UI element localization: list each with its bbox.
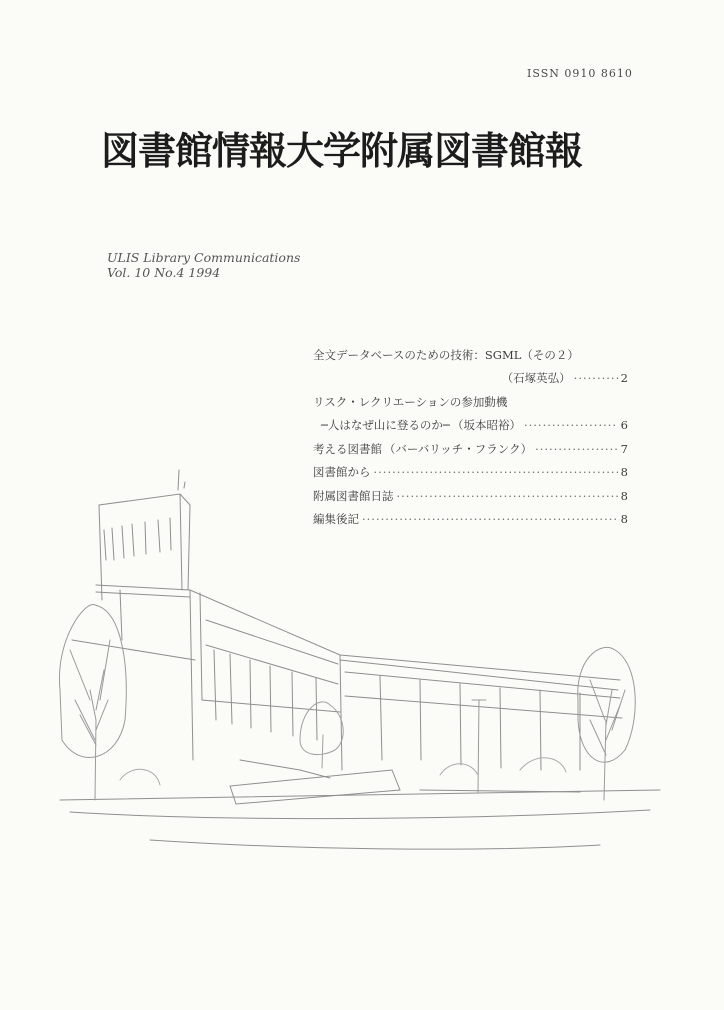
- english-title: ULIS Library Communications: [107, 250, 301, 265]
- toc-title: 編集後記: [313, 512, 359, 527]
- volume-issue: Vol. 10 No.4 1994: [107, 265, 221, 280]
- lamp-post: [472, 700, 486, 792]
- toc-title: リスク・レクリエーションの参加動機: [313, 394, 508, 409]
- building-tower: [99, 470, 190, 600]
- toc-page: 2: [620, 371, 628, 386]
- toc-title: 全文データベースのための技術：SGML（その２）: [313, 347, 579, 362]
- shrubs: [120, 758, 566, 785]
- toc-author: （石塚英弘）: [501, 371, 571, 386]
- toc-subtitle: ─人はなぜ山に登るのか─: [321, 418, 450, 433]
- toc-page: 8: [620, 465, 628, 480]
- toc-page: 6: [620, 418, 628, 433]
- toc-page: 7: [620, 441, 628, 456]
- ground-area: [60, 760, 660, 849]
- tree-center: [300, 702, 343, 768]
- toc-author: （坂本昭裕）: [451, 418, 521, 433]
- toc-title: 考える図書館: [313, 441, 382, 456]
- toc-page: 8: [620, 488, 628, 503]
- toc-title: 附属図書館日誌: [313, 488, 394, 503]
- toc-page: 8: [620, 512, 628, 527]
- publication-title: 図書館情報大学附属図書館報: [101, 129, 583, 173]
- toc-title: 図書館から: [313, 465, 371, 480]
- tree-right: [578, 647, 635, 800]
- toc-author: （バーバリッチ・フランク）: [383, 441, 533, 456]
- tree-left: [59, 605, 126, 800]
- building-main: [72, 585, 622, 770]
- issn-number: ISSN 0910 8610: [527, 67, 633, 80]
